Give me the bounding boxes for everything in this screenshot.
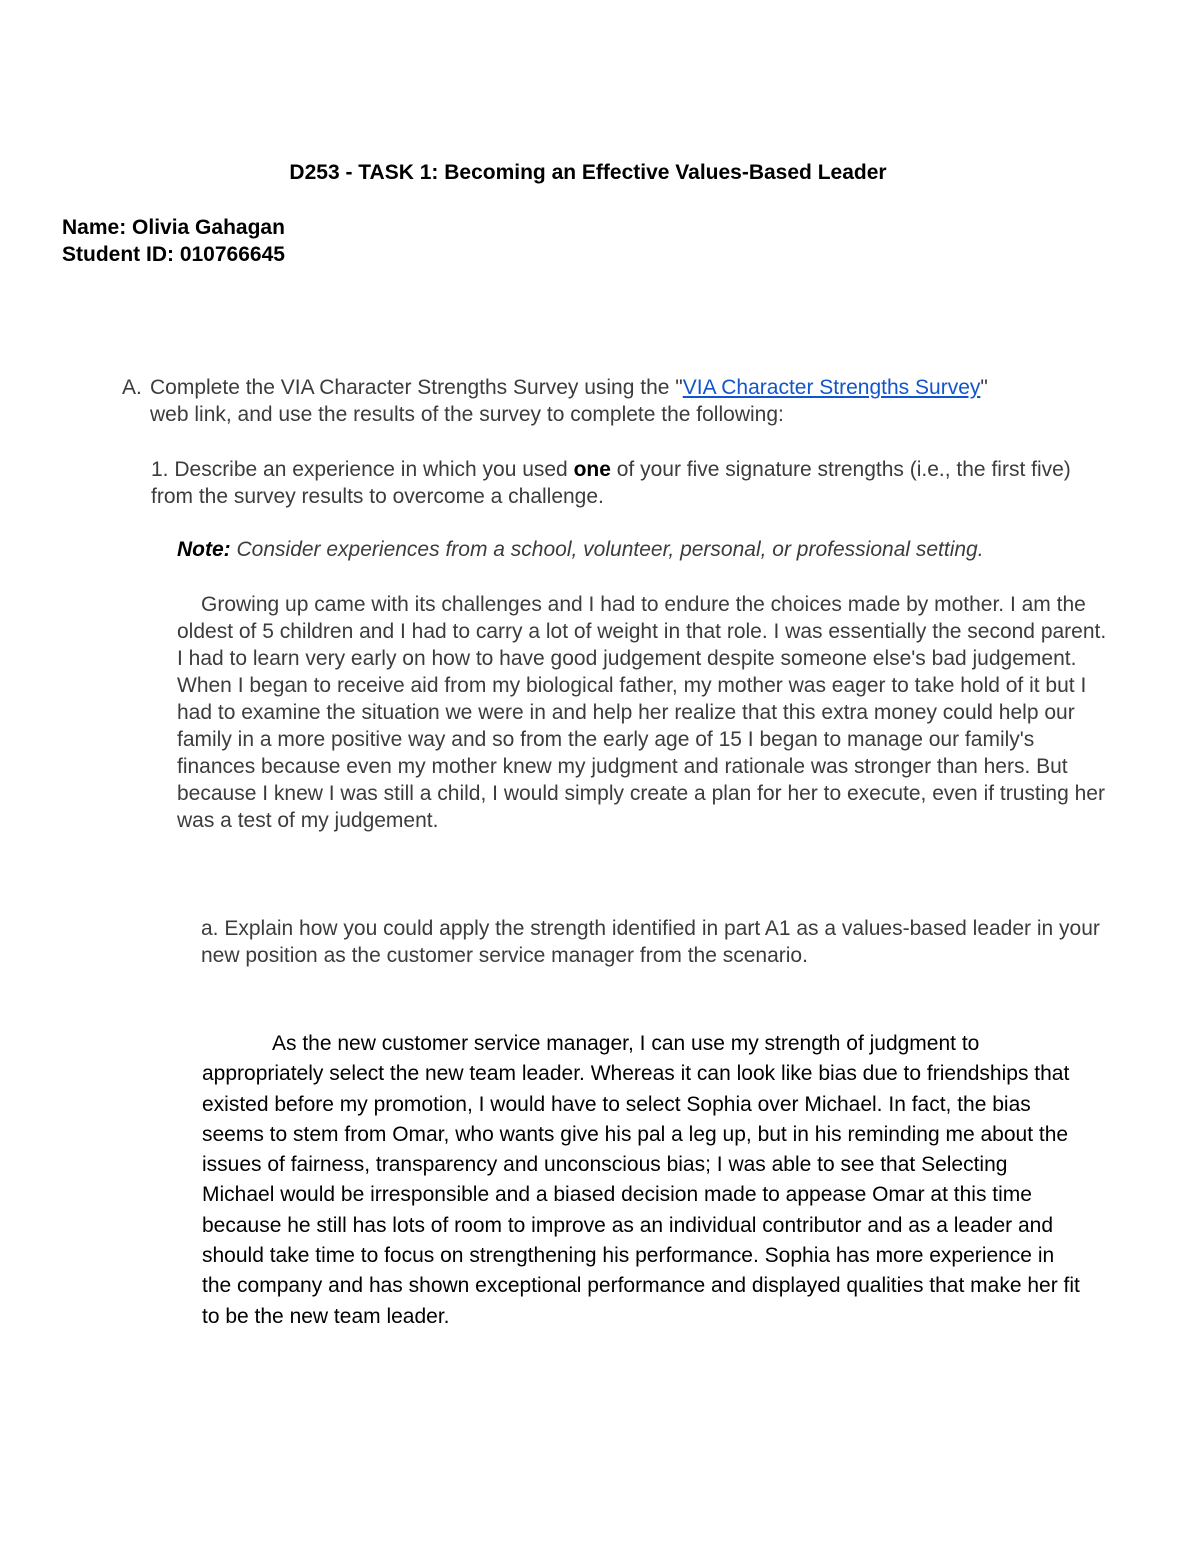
question-1-prefix: 1. Describe an experience in which you used — [151, 458, 574, 481]
section-a-text-before-link: Complete the VIA Character Strengths Survey using the " — [150, 376, 683, 399]
answer-a-text: As the new customer service manager, I can use my strength of judgment to appropriately select the new team leader. Whereas it can look like bias due to friendships that existed before my promotion, I would have to select Sophia over Michael. In fact, the bias seems to stem from Omar, who wants give his pal a leg up, but in his reminding me about the issues of fairness, transparency and unconscious bias; I was able to see that Selecting Michael would be irresponsible and a biased decision made to appease Omar at this time because he still has lots of room to improve as an individual contributor and as a leader and should take time to focus on strengthening his performance. Sophia has more experience in the company and has shown exceptional performance and displayed qualities that make her fit to be the new team leader. — [202, 1032, 1080, 1328]
student-name: Name: Olivia Gahagan — [62, 216, 285, 239]
answer-a — [202, 1029, 1082, 1332]
section-a-text-after-link: " — [980, 376, 988, 399]
section-a-continuation: web link, and use the results of the survey to complete the following: — [150, 403, 784, 426]
note-text: Consider experiences from a school, volunteer, personal, or professional setting. — [230, 538, 984, 561]
note — [177, 536, 1117, 563]
question-1 — [151, 456, 1111, 510]
student-id: Student ID: 010766645 — [62, 243, 285, 266]
section-a-prompt — [122, 374, 1112, 428]
via-survey-link[interactable]: VIA Character Strengths Survey — [682, 376, 981, 399]
section-a-label: A. — [122, 376, 142, 399]
answer-1-text: Growing up came with its challenges and I had to endure the choices made by mother. I am the oldest of 5 children and I had to carry a lot of weight in that role. I was essentially the second parent. I had to learn very early on how to have good judgement despite someone else's bad judgement. When I began to receive aid from my biological father, my mother was eager to take hold of it but I had to examine the situation we were in and help her realize that this extra money could help our family in a more positive way and so from the early age of 15 I began to manage our family's finances because even my mother knew my judgment and rationale was stronger than hers. But because I knew I was still a child, I would simply create a plan for her to execute, even if trusting her was a test of my judgement. — [177, 593, 1107, 832]
question-1-bold-word: one — [573, 458, 611, 481]
document-title: D253 - TASK 1: Becoming an Effective Values-Based Leader — [289, 161, 887, 184]
note-label: Note: — [177, 538, 231, 561]
question-1-suffix: of your five signature strengths (i.e., the first five) from the survey results to overcome a challenge. — [151, 458, 1071, 508]
answer-1 — [177, 591, 1107, 834]
question-a: a. Explain how you could apply the strength identified in part A1 as a values-based leader in your new position as the customer service manager from the scenario. — [201, 917, 1100, 967]
